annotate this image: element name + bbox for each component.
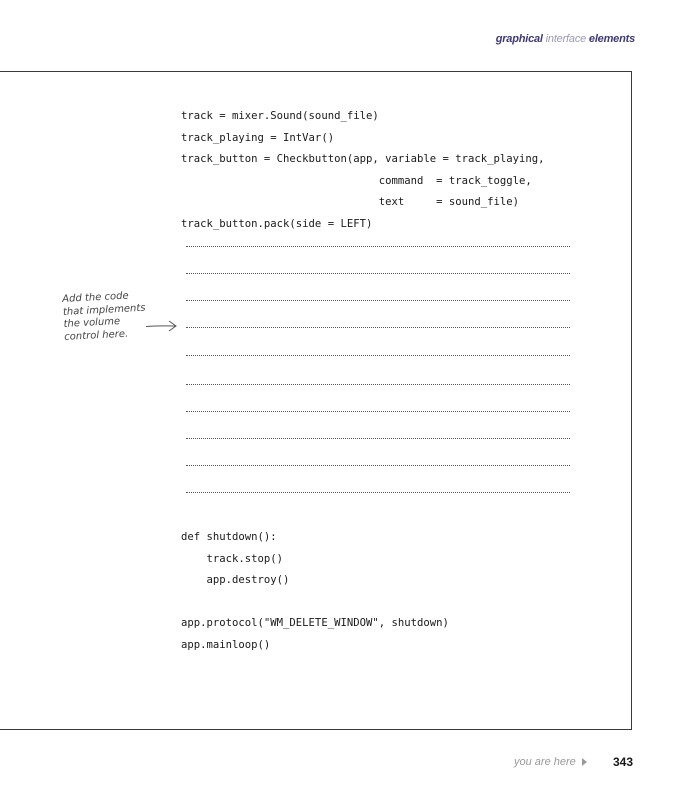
answer-blank-line[interactable] xyxy=(186,300,570,301)
code-line: app.protocol("WM_DELETE_WINDOW", shutdown) xyxy=(181,617,449,629)
chapter-header xyxy=(496,33,635,45)
answer-blank-line[interactable] xyxy=(186,465,570,466)
answer-blank-line[interactable] xyxy=(186,355,570,356)
code-line: app.destroy() xyxy=(181,574,290,586)
code-exercise-box xyxy=(0,71,632,730)
code-line: track_button.pack(side = LEFT) xyxy=(181,218,373,230)
arrow-right-icon xyxy=(145,318,179,334)
page-number: 343 xyxy=(613,755,634,769)
answer-blank-line[interactable] xyxy=(186,327,570,328)
header-word-2: interface xyxy=(545,33,587,45)
code-line: track_playing = IntVar() xyxy=(181,132,335,144)
code-line: command = track_toggle, xyxy=(181,175,532,187)
code-line: track.stop() xyxy=(181,553,284,565)
answer-blank-line[interactable] xyxy=(186,492,570,493)
answer-blank-line[interactable] xyxy=(186,411,570,412)
code-line: app.mainloop() xyxy=(181,639,271,651)
answer-blank-line[interactable] xyxy=(186,384,570,385)
header-word-3: elements xyxy=(588,33,635,45)
answer-blank-line[interactable] xyxy=(186,438,570,439)
annotation-line: control here. xyxy=(63,328,129,343)
header-word-1: graphical xyxy=(495,33,543,45)
triangle-right-icon xyxy=(582,758,587,766)
annotation-line: the volume xyxy=(63,316,121,330)
answer-blank-line[interactable] xyxy=(186,246,570,247)
code-line: text = sound_file) xyxy=(181,196,520,208)
annotation-line: that implements xyxy=(62,302,146,318)
handwritten-annotation xyxy=(62,289,154,344)
code-line: def shutdown(): xyxy=(181,531,277,543)
code-line: track = mixer.Sound(sound_file) xyxy=(181,110,379,122)
answer-blank-line[interactable] xyxy=(186,273,570,274)
annotation-line: Add the code xyxy=(62,290,129,305)
code-line: track_button = Checkbutton(app, variable = track_playing, xyxy=(181,153,545,165)
you-are-here-label: you are here xyxy=(514,756,576,768)
